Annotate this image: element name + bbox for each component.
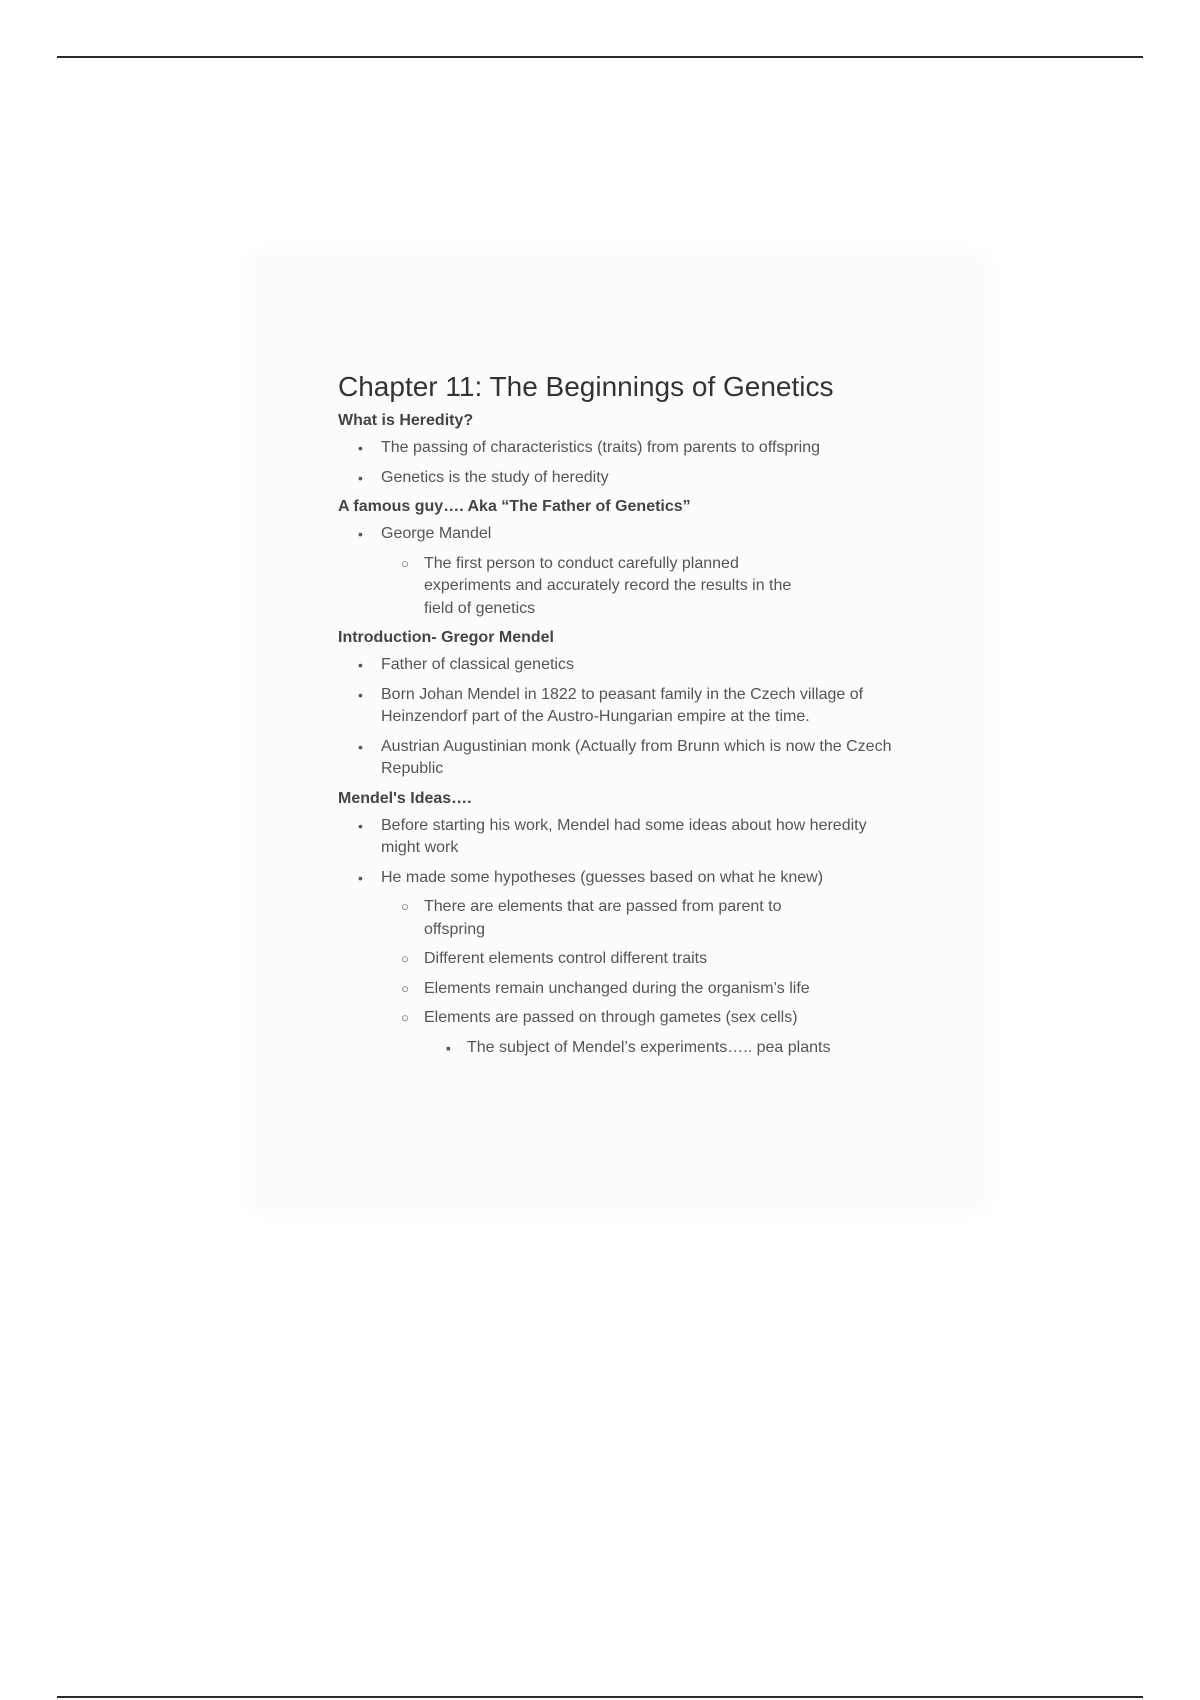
bullet-icon: • — [358, 440, 363, 456]
hollow-circle-bullet-icon: ○ — [401, 951, 409, 966]
list-item-text: George Mandel — [381, 525, 492, 542]
bottom-rule — [57, 1696, 1143, 1698]
list-item — [338, 437, 908, 460]
bullet-list — [338, 523, 908, 620]
section-heading: Introduction- Gregor Mendel — [338, 629, 554, 646]
bullet-icon: • — [358, 869, 363, 886]
list-item-text: Different elements control different traits — [424, 950, 708, 967]
list-item-text: The first person to conduct carefully planned experiments and accurately record the results in the field of genetics — [424, 554, 792, 617]
hollow-circle-bullet-icon: ○ — [401, 1010, 409, 1025]
list-item — [338, 867, 908, 890]
list-item-text: Father of classical genetics — [381, 656, 574, 673]
bullet-list — [338, 815, 908, 1060]
list-item-text: Born Johan Mendel in 1822 to peasant family in the Czech village of Heinzendorf part of the Austro-Hungarian empire at the time. — [381, 685, 864, 725]
top-rule — [57, 56, 1143, 58]
sub-list-item — [338, 896, 824, 941]
list-item-text: Austrian Augustinian monk (Actually from Brunn which is now the Czech Republic — [381, 737, 892, 777]
hollow-circle-bullet-icon: ○ — [401, 899, 409, 914]
hollow-circle-bullet-icon: ○ — [401, 980, 409, 996]
list-item — [338, 467, 908, 490]
bullet-list — [338, 654, 908, 781]
list-item-text: Genetics is the study of heredity — [381, 468, 609, 486]
document-title: Chapter 11: The Beginnings of Genetics — [338, 371, 834, 402]
list-item-text: The passing of characteristics (traits) from parents to offspring — [381, 439, 820, 456]
list-item-text: He made some hypotheses (guesses based on what he knew) — [381, 868, 824, 886]
sub-list-item — [338, 553, 824, 621]
bullet-icon: • — [358, 526, 363, 542]
sub-list-item — [338, 1007, 908, 1030]
bullet-icon: • — [358, 817, 363, 834]
section-heading: What is Heredity? — [338, 412, 474, 429]
bullet-icon: • — [358, 469, 363, 486]
sub-sub-list-item — [338, 1037, 908, 1060]
list-item-text: The subject of Mendel’s experiments….. pea plants — [467, 1038, 831, 1056]
list-item — [338, 684, 871, 729]
list-item-text: Elements remain unchanged during the organism’s life — [424, 979, 810, 997]
list-item — [338, 736, 921, 781]
sub-list-item — [338, 948, 908, 971]
list-item — [338, 523, 908, 546]
square-bullet-icon: ▪ — [446, 1039, 451, 1056]
section-heading: A famous guy…. Aka “The Father of Genetics” — [338, 498, 691, 515]
bullet-icon: • — [358, 657, 363, 673]
list-item-text: Before starting his work, Mendel had some ideas about how heredity might work — [381, 816, 867, 856]
hollow-circle-bullet-icon: ○ — [401, 555, 409, 571]
document-content — [338, 368, 908, 1066]
list-item-text: There are elements that are passed from parent to offspring — [424, 898, 782, 938]
sub-list-item — [338, 978, 908, 1001]
list-item — [338, 654, 908, 677]
bullet-list — [338, 437, 908, 489]
section-heading: Mendel's Ideas…. — [338, 789, 472, 807]
bullet-icon: • — [358, 738, 363, 755]
list-item-text: Elements are passed on through gametes (sex cells) — [424, 1009, 798, 1026]
bullet-icon: • — [358, 686, 363, 703]
list-item — [338, 815, 881, 860]
